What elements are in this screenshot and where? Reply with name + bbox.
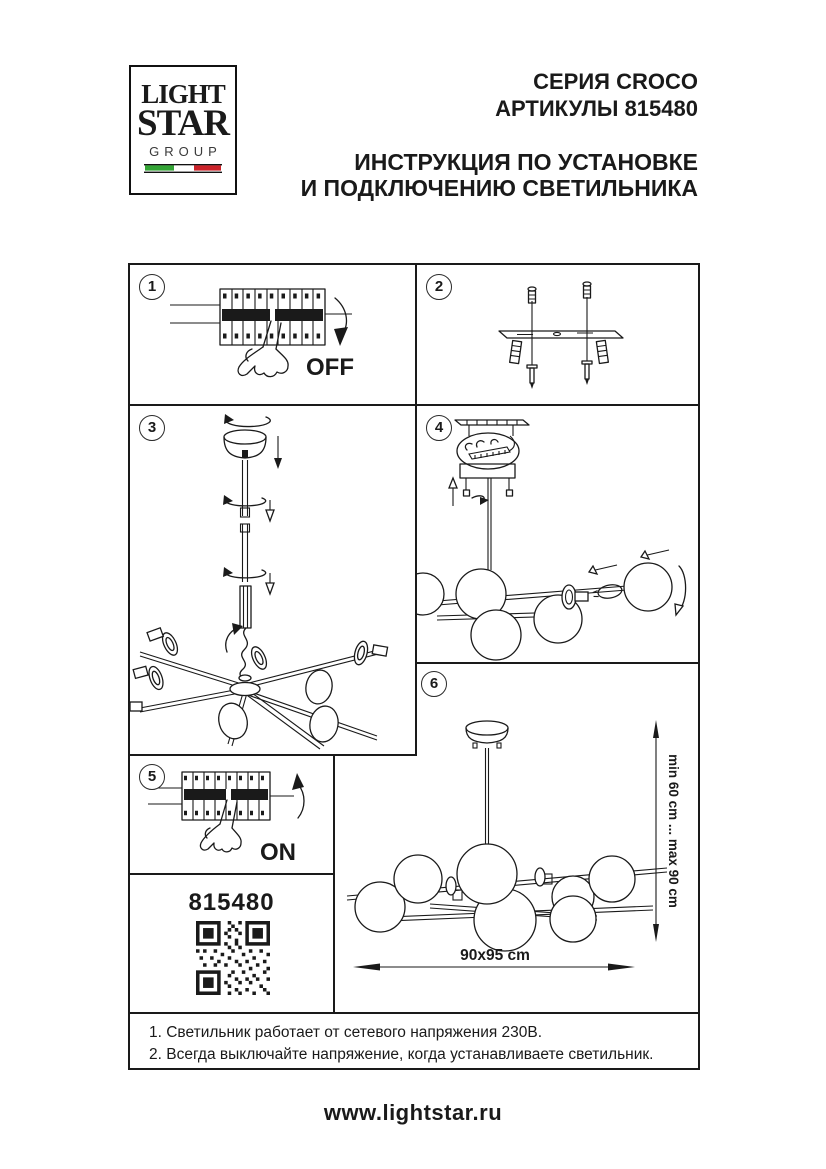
italian-flag-stripe: [144, 164, 222, 173]
step-4-badge: 4: [426, 415, 452, 441]
article-number: АРТИКУЛЫ 815480: [495, 96, 698, 121]
qr-code: [196, 921, 270, 995]
wiring-canopy-illustration: [417, 406, 698, 662]
rod-assembly-illustration: [130, 406, 415, 754]
footer-url: www.lightstar.ru: [323, 1100, 503, 1125]
step-3-badge: 3: [139, 415, 165, 441]
note-line-1: 1. Светильник работает от сетевого напряжения 230В.: [149, 1024, 543, 1041]
logo-word-star: STAR: [137, 103, 229, 144]
logo-word-light: LIGHT: [141, 79, 225, 109]
on-label: ON: [260, 839, 296, 866]
qr-article-number: 815480: [188, 889, 275, 916]
qr-panel: [128, 873, 335, 1014]
header: [301, 68, 698, 201]
series-title: СЕРИЯ CROCO: [533, 69, 698, 94]
mounting-bracket-illustration: [417, 265, 698, 404]
note-line-2: 2. Всегда выключайте напряжение, когда устанавливаете светильник.: [149, 1046, 654, 1063]
step-panel-5: [128, 754, 335, 875]
step-panel-1: [128, 263, 417, 406]
step-panel-2: [415, 263, 700, 406]
step-panel-3: [128, 404, 417, 756]
instruction-title-line1: ИНСТРУКЦИЯ ПО УСТАНОВКЕ: [354, 149, 698, 175]
step-1-badge: 1: [139, 274, 165, 300]
notes-panel: [128, 1012, 700, 1070]
breaker-off-illustration: [130, 265, 415, 404]
step-2-badge: 2: [426, 274, 452, 300]
step-5-badge: 5: [139, 764, 165, 790]
lightstar-logo: [129, 65, 237, 195]
logo-word-group: GROUP: [149, 144, 222, 159]
dimension-horizontal-label: 90x95 cm: [460, 947, 530, 964]
instruction-title-line2: И ПОДКЛЮЧЕНИЮ СВЕТИЛЬНИКА: [300, 175, 698, 201]
off-label: OFF: [306, 354, 354, 381]
step-6-badge: 6: [421, 671, 447, 697]
step-panel-4: [415, 404, 700, 664]
dimension-vertical-label: min 60 cm ... max 90 cm: [666, 754, 681, 908]
